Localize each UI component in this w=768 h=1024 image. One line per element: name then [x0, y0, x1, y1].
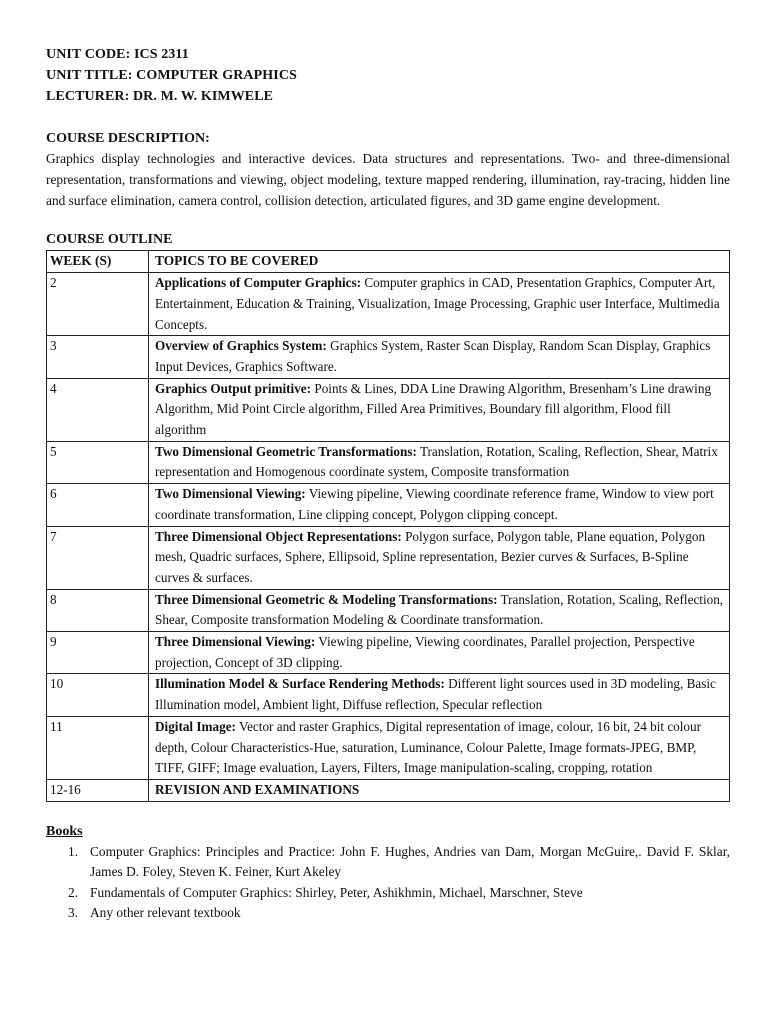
topic-title: Two Dimensional Geometric Transformations:: [155, 443, 417, 459]
week-cell: 4: [47, 378, 149, 441]
topic-title: Applications of Computer Graphics:: [155, 275, 362, 291]
week-cell: 9: [47, 632, 149, 674]
topic-detail: Translation, Rotation, Scaling, Reflection, Shear, Matrix representation and Homogenous coordinate system, Composite transformation: [155, 443, 718, 480]
topic-cell: [149, 441, 730, 483]
week-cell: 2: [47, 273, 149, 336]
week-cell: 6: [47, 484, 149, 526]
topic-title: Overview of Graphics System:: [155, 338, 327, 354]
table-row-revision: [47, 779, 730, 801]
topic-cell: [149, 336, 730, 378]
topic-title: Three Dimensional Object Representations:: [155, 528, 402, 544]
book-text: Fundamentals of Computer Graphics: Shirley, Peter, Ashikhmin, Michael, Marschner, Steve: [90, 884, 583, 900]
table-row: [47, 716, 730, 779]
book-text: Any other relevant textbook: [90, 905, 241, 921]
topic-title: Two Dimensional Viewing:: [155, 486, 306, 502]
topic-detail: Points & Lines, DDA Line Drawing Algorithm, Bresenham’s Line drawing Algorithm, Mid Point Circle algorithm, Filled Area Primitives, Boundary fill algorithm, Flood fill algorithm: [155, 380, 712, 438]
table-row: [47, 632, 730, 674]
topic-title: Three Dimensional Geometric & Modeling Transformations:: [155, 591, 498, 607]
week-cell: 7: [47, 526, 149, 589]
topic-cell: [149, 273, 730, 336]
topic-detail: Vector and raster Graphics, Digital representation of image, colour, 16 bit, 24 bit colour depth, Colour Characteristics-Hue, saturation, Luminance, Colour Palette, Image formats-JPEG, BMP, TIFF, GIFF; Image evaluation, Layers, Filters, Image manipulation-scaling, cropping, rotation: [155, 718, 702, 776]
table-row: [47, 378, 730, 441]
book-text: Computer Graphics: Principles and Practice: John F. Hughes, Andries van Dam, Morgan McGuire,. David F. Sklar, James D. Foley, Steven K. Feiner, Kurt Akeley: [90, 843, 730, 880]
list-number: 1.: [68, 843, 79, 859]
table-row: [47, 526, 730, 589]
topic-title: Three Dimensional Viewing:: [155, 634, 316, 650]
list-number: 3.: [68, 905, 79, 921]
table-row: [47, 589, 730, 631]
topic-cell: [149, 526, 730, 589]
document-page: [46, 44, 730, 924]
books-heading: Books: [46, 823, 83, 839]
topic-detail: Graphics System, Raster Scan Display, Random Scan Display, Graphics Input Devices, Graphics Software.: [155, 338, 711, 374]
week-cell: 5: [47, 441, 149, 483]
topic-cell: [149, 632, 730, 674]
table-row: [47, 674, 730, 716]
topic-detail: Translation, Rotation, Scaling, Reflection, Shear, Composite transformation Modeling & Coordinate transformation.: [155, 591, 724, 628]
table-row: [47, 336, 730, 378]
week-cell: 3: [47, 336, 149, 378]
topic-cell: [149, 716, 730, 779]
topic-detail: Different light sources used in 3D modeling, Basic Illumination model, Ambient light, Diffuse reflection, Specular reflection: [155, 676, 716, 713]
week-cell: 10: [47, 674, 149, 716]
table-row: [47, 484, 730, 526]
topic-cell: REVISION AND EXAMINATIONS: [149, 779, 730, 801]
table-row: [47, 441, 730, 483]
topic-detail: Viewing pipeline, Viewing coordinate reference frame, Window to view port coordinate transformation, Line clipping concept, Polygon clipping concept.: [155, 486, 714, 522]
topic-cell: [149, 674, 730, 716]
unit-title: UNIT TITLE: COMPUTER GRAPHICS: [46, 68, 297, 83]
topic-title: Digital Image:: [155, 718, 236, 734]
list-item: [46, 903, 730, 924]
column-header-topics: TOPICS TO BE COVERED: [149, 251, 730, 273]
course-outline-table: [46, 250, 730, 801]
course-outline-heading: COURSE OUTLINE: [46, 232, 173, 248]
list-item: [46, 842, 730, 883]
topic-cell: [149, 484, 730, 526]
lecturer: LECTURER: DR. M. W. KIMWELE: [46, 89, 274, 104]
books-list: [46, 842, 730, 924]
column-header-week: WEEK (S): [47, 251, 149, 273]
course-description-text: Graphics display technologies and interactive devices. Data structures and representations. Two- and three-dimensional representation, transformations and viewing, object modeling, texture mapped rendering, illumination, ray-tracing, hidden line and surface elimination, camera control, collision detection, articulated figures, and 3D game engine development.: [46, 151, 730, 208]
topic-detail: Polygon surface, Polygon table, Plane equation, Polygon mesh, Quadric surfaces, Sphere, Ellipsoid, Spline representation, Bezier curves & Surfaces, B-Spline curves & surfaces.: [155, 528, 706, 585]
topic-title: Illumination Model & Surface Rendering Methods:: [155, 676, 445, 692]
list-number: 2.: [68, 884, 79, 900]
list-item: [46, 883, 730, 904]
table-row: [47, 273, 730, 336]
topic-detail: Viewing pipeline, Viewing coordinates, Parallel projection, Perspective projection, Concept of 3D clipping.: [155, 634, 695, 670]
topic-cell: [149, 589, 730, 631]
course-description-heading: COURSE DESCRIPTION:: [46, 131, 210, 146]
week-cell: 8: [47, 589, 149, 631]
topic-cell: [149, 378, 730, 441]
topic-title: Graphics Output primitive:: [155, 380, 312, 396]
unit-code: UNIT CODE: ICS 2311: [46, 47, 189, 62]
table-header-row: [47, 251, 730, 273]
week-cell: 11: [47, 716, 149, 779]
week-cell: 12-16: [47, 779, 149, 801]
topic-detail: Computer graphics in CAD, Presentation Graphics, Computer Art, Entertainment, Education & Training, Visualization, Image Processing, Graphic user Interface, Multimedia Concepts.: [155, 275, 720, 332]
